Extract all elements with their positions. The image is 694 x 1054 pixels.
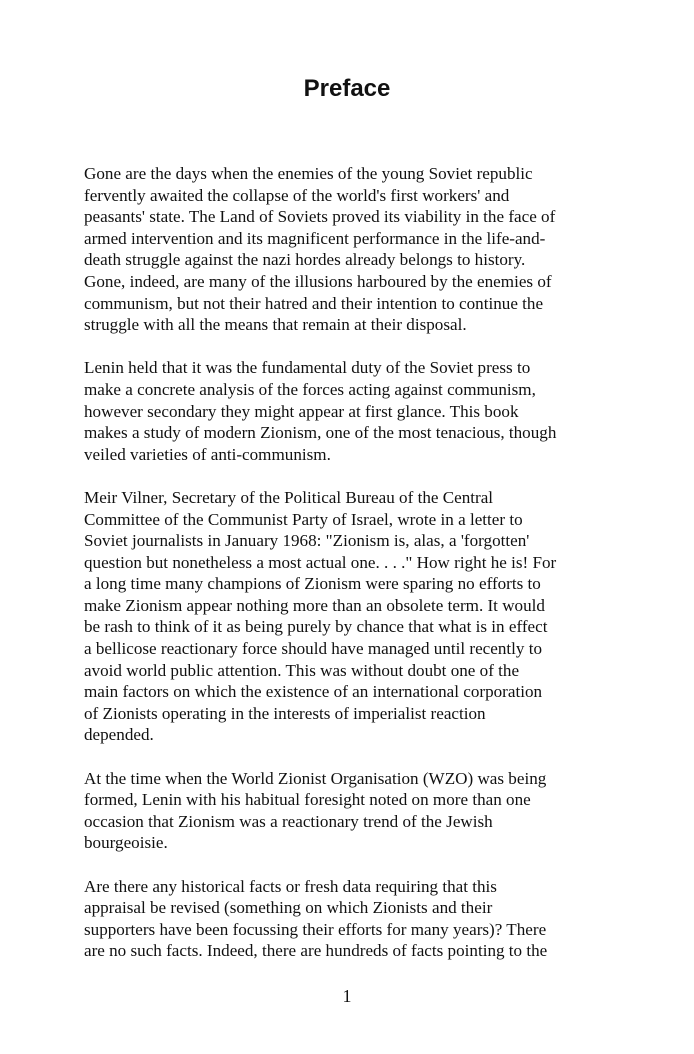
text-line: question but nonetheless a most actual one. . . ." How right he is! For (84, 552, 557, 572)
text-line: depended. (84, 725, 154, 745)
text-line: death struggle against the nazi hordes already belongs to history. (84, 250, 526, 270)
paragraph-2 (84, 357, 604, 465)
paragraph-4 (84, 768, 604, 854)
body-text (84, 163, 604, 984)
text-line: supporters have been focussing their efforts for many years)? There (84, 919, 547, 939)
text-line: communism, but not their hatred and their intention to continue the (84, 293, 544, 313)
text-line: a bellicose reactionary force should have managed until recently to (84, 639, 543, 659)
paragraph-1 (84, 163, 604, 336)
text-line: armed intervention and its magnificent performance in the life-and- (84, 228, 546, 248)
text-line: however secondary they might appear at first glance. This book (84, 401, 519, 421)
text-line: make Zionism appear nothing more than an obsolete term. It would (84, 595, 545, 615)
text-line: formed, Lenin with his habitual foresight noted on more than one (84, 790, 531, 810)
page-title: Preface (303, 75, 391, 102)
paragraph-3 (84, 487, 604, 746)
text-line: veiled varieties of anti-communism. (84, 444, 331, 464)
text-line: Lenin held that it was the fundamental duty of the Soviet press to (84, 358, 531, 378)
text-line: occasion that Zionism was a reactionary trend of the Jewish (84, 811, 493, 831)
text-line: Gone, indeed, are many of the illusions harboured by the enemies of (84, 271, 552, 291)
text-line: fervently awaited the collapse of the world's first workers' and (84, 185, 510, 205)
paragraph-5 (84, 876, 604, 962)
text-line: makes a study of modern Zionism, one of the most tenacious, though (84, 423, 557, 443)
text-line: main factors on which the existence of an international corporation (84, 682, 543, 702)
text-line: At the time when the World Zionist Organisation (WZO) was being (84, 768, 547, 788)
text-line: avoid world public attention. This was without doubt one of the (84, 660, 520, 680)
text-line: Committee of the Communist Party of Israel, wrote in a letter to (84, 509, 523, 529)
text-line: Soviet journalists in January 1968: "Zionism is, alas, a 'forgotten' (84, 531, 530, 551)
text-line: peasants' state. The Land of Soviets proved its viability in the face of (84, 207, 556, 227)
text-line: struggle with all the means that remain at their disposal. (84, 315, 467, 335)
text-line: be rash to think of it as being purely by chance that what is in effect (84, 617, 548, 637)
text-line: Gone are the days when the enemies of the young Soviet republic (84, 164, 533, 183)
text-line: appraisal be revised (something on which Zionists and their (84, 898, 493, 918)
text-line: a long time many champions of Zionism were sparing no efforts to (84, 574, 541, 594)
text-line: are no such facts. Indeed, there are hundreds of facts pointing to the (84, 941, 548, 961)
page-number: 1 (342, 986, 352, 1006)
text-line: make a concrete analysis of the forces acting against communism, (84, 379, 536, 399)
text-line: of Zionists operating in the interests of imperialist reaction (84, 703, 486, 723)
text-line: Meir Vilner, Secretary of the Political Bureau of the Central (84, 487, 494, 507)
text-line: Are there any historical facts or fresh data requiring that this (84, 876, 497, 896)
text-line: bourgeoisie. (84, 833, 168, 853)
